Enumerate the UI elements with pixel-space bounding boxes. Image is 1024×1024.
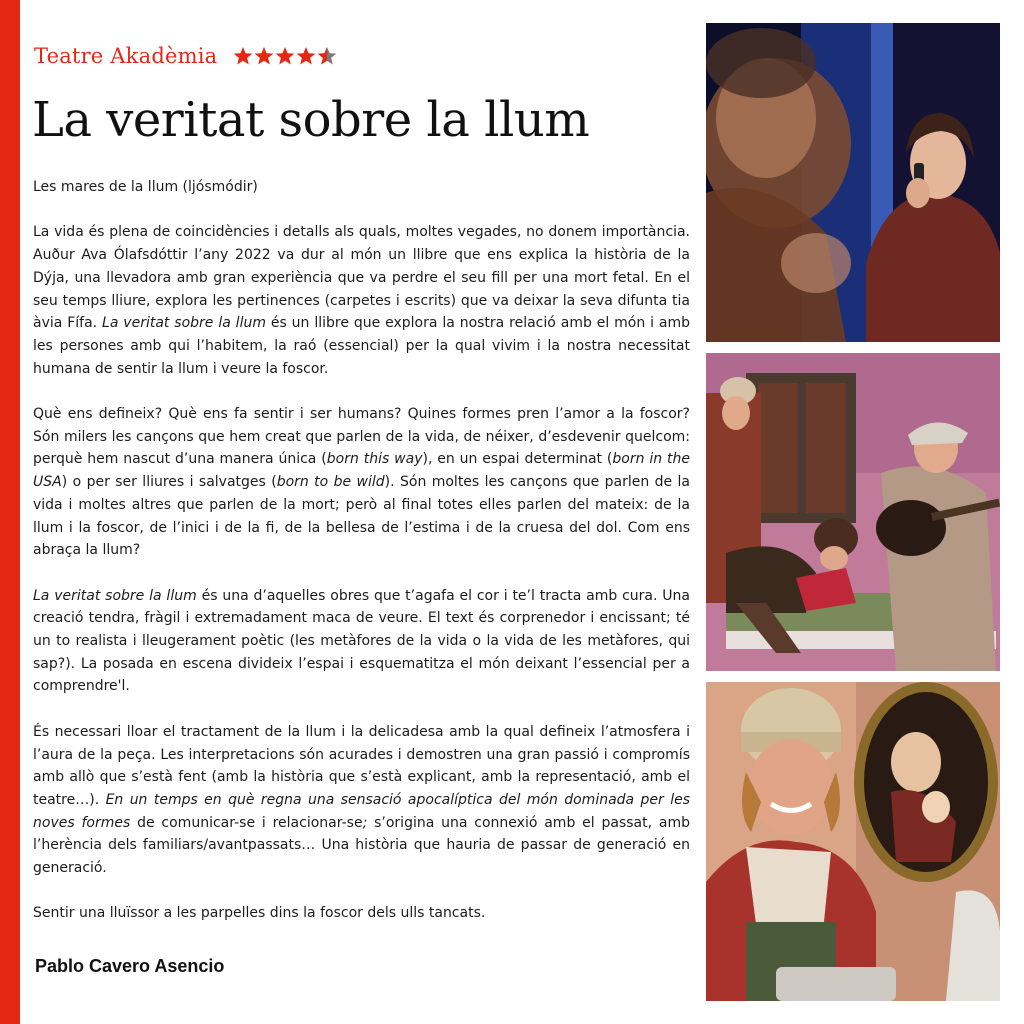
author-name: Pablo Cavero Asencio	[35, 956, 225, 976]
paragraph-2: Què ens defineix? Què ens fa sentir i ser humans? Quines formes pren l’amor a la foscor? Són milers les cançons que hem creat que parlen de la vida, de néixer, d’esdevenir quelcom: perquè hem nascut d’una manera única (born this way), en un espai determinat (born in the USA) o per ser lliures i salvatges (born to be wild). Són moltes les cançons que parlen de la vida i moltes altres que parlen de la mort; però al final totes elles parlen del mateix: de la llum i la foscor, de l’inici i de la fi, de la bellesa de l’estima i de la cruesa del dol. Com ens abraça la llum?	[33, 406, 691, 559]
paragraph-4: És necessari lloar el tractament de la llum i la delicadesa amb la qual defineix l’atmosfera i l’aura de la peça. Les interpretacions són acurades i demostren una gran passió i compromís amb allò que s’està fent (amb la història que s’està explicant, amb la representació, amb el teatre…). En un temps en què regna una sensació apocalíptica del món dominada per les noves formes de comunicar-se i relacionar-se; s’origina una connexió amb el passat, amb l’herència dels familiars/avantpassats… Una història que hauria de passar de generació en generació.	[33, 723, 690, 877]
stage-photo-guitar-scene	[706, 353, 1000, 671]
accent-sidebar-stripe	[0, 0, 20, 1024]
stage-photo-smiling-woman	[706, 682, 1000, 1001]
star-full-icon	[233, 46, 253, 66]
review-header	[34, 44, 337, 68]
star-half-icon	[317, 46, 337, 66]
paragraph-1: La vida és plena de coincidències i detalls als quals, moltes vegades, no donem importància. Auður Ava Ólafsdóttir l’any 2022 va dur al món un llibre que ens explica la història de la Dýja, una llevadora amb gran experiència que va perdre el seu fill per una mort fetal. En el seu temps lliure, explora les pertinences (carpetes i escrits) que va deixar la seva difunta tia àvia Fífa. La veritat sobre la llum és un llibre que explora la nostra relació amb el món i amb les persones amb qui l’habitem, la raó (essencial) per la qual vivim i la nostra necessitat humana de sentir la llum i veure la foscor.	[33, 224, 690, 377]
star-full-icon	[275, 46, 295, 66]
paragraph-3: La veritat sobre la llum és una d’aquelles obres que t’agafa el cor i te’l tracta amb cura. Una creació tendra, fràgil i extremadament maca de veure. El text és corprenedor i encissant; té un to realista i lleugerament poètic (les metàfores de la vida o la vida de les metàfores, qui sap?). La posada en escena divideix l’espai i esquematitza el món deixant l’essencial per a comprendre'l.	[33, 587, 691, 695]
venue-name: Teatre Akadèmia	[34, 44, 218, 68]
stage-photo-phone-call	[706, 23, 1000, 342]
star-rating	[233, 46, 337, 66]
star-full-icon	[254, 46, 274, 66]
star-full-icon	[296, 46, 316, 66]
play-title: La veritat sobre la llum	[32, 92, 590, 148]
review-body	[33, 176, 690, 948]
paragraph-5: Sentir una lluïssor a les parpelles dins la foscor dels ulls tancats.	[33, 905, 486, 922]
article-subtitle: Les mares de la llum (ljósmódir)	[33, 179, 258, 195]
